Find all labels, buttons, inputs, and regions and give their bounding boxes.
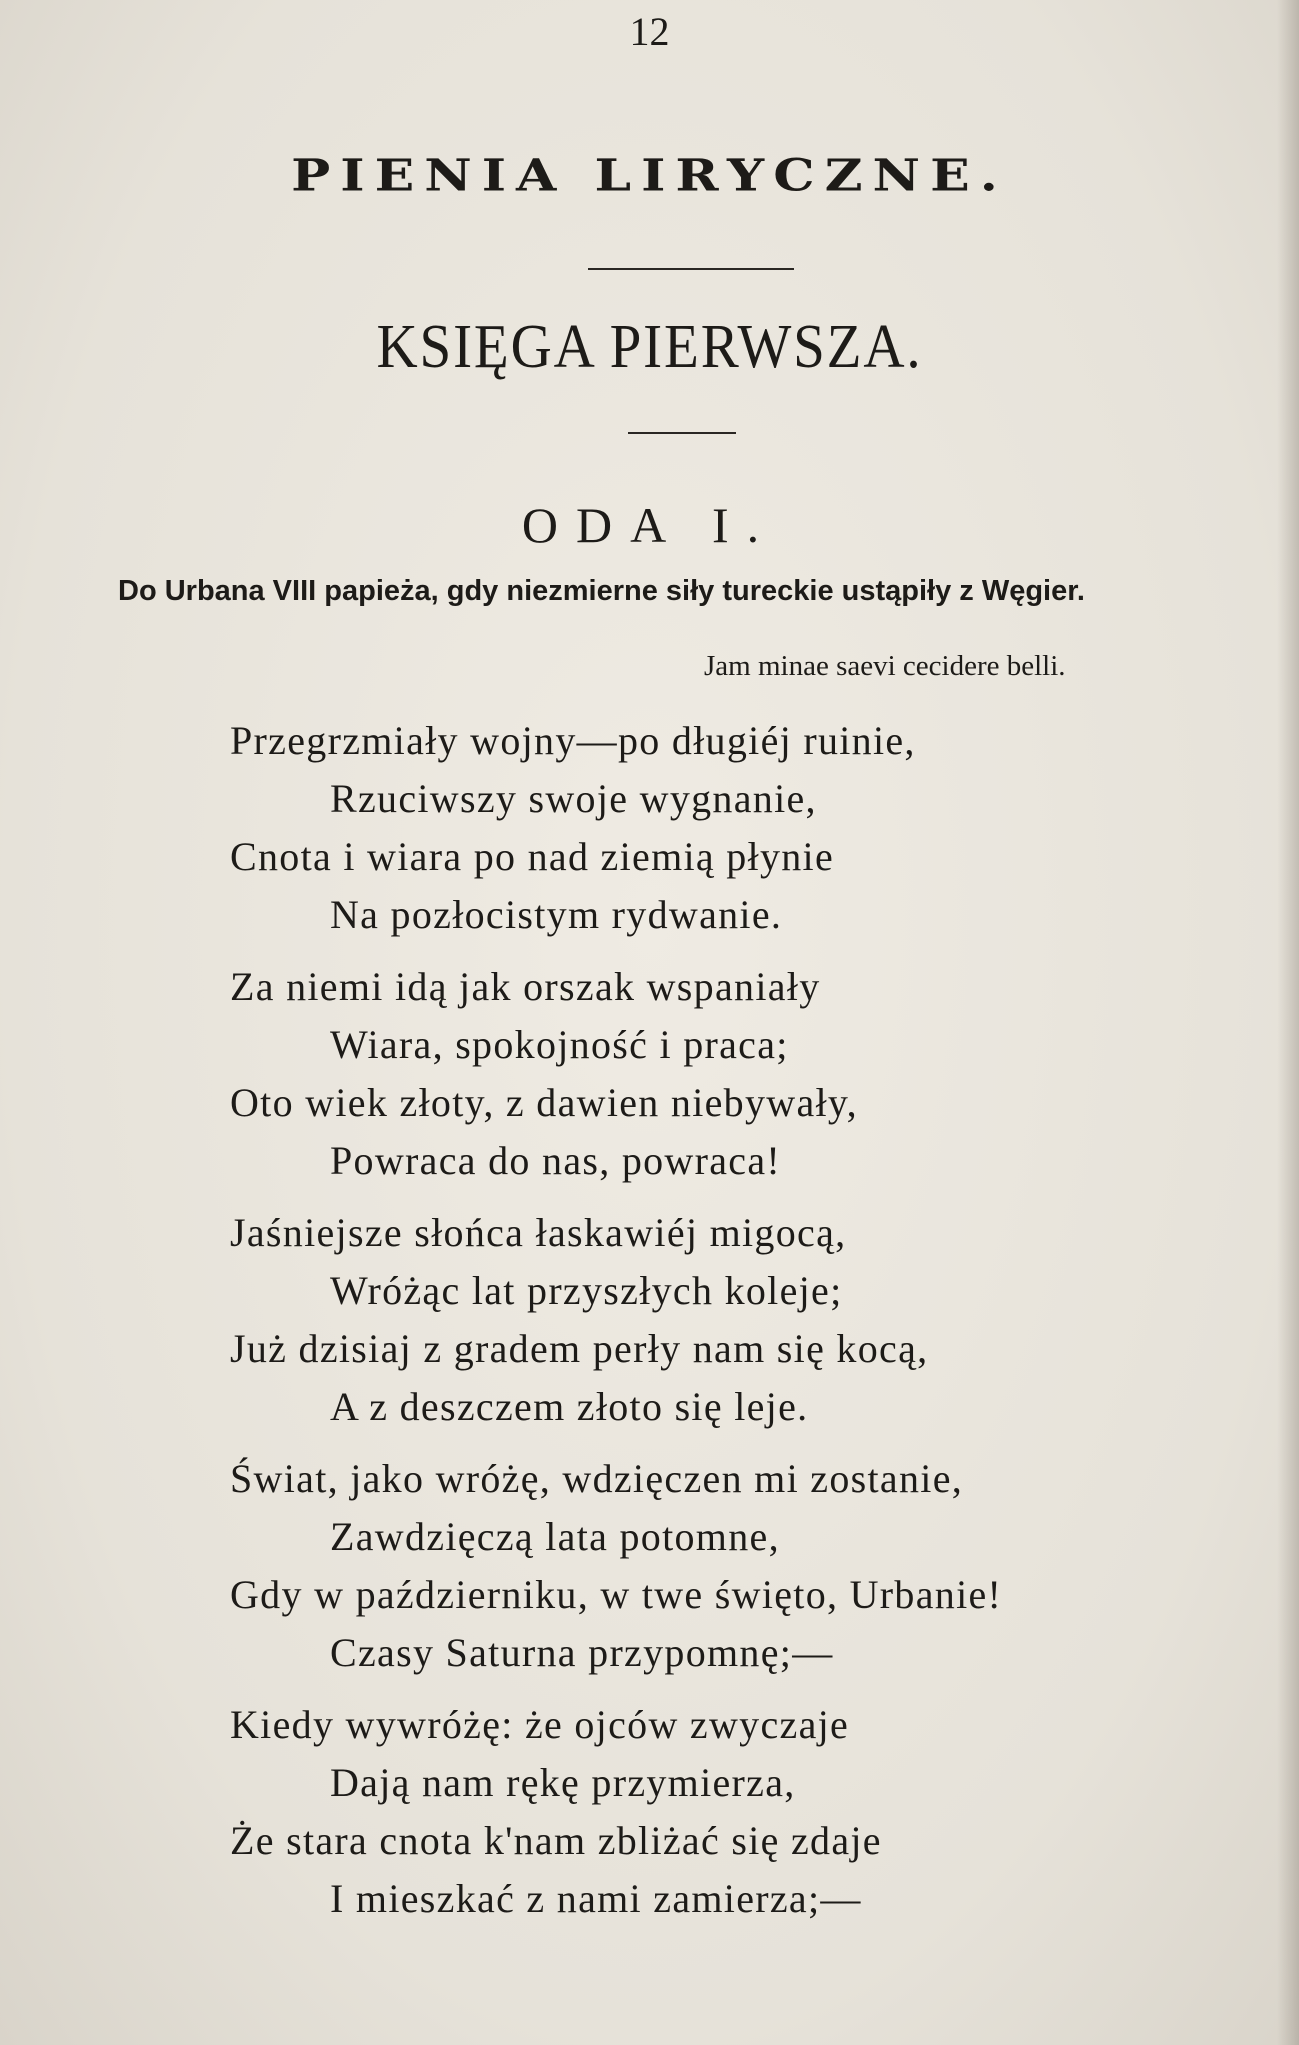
latin-epigraph: Jam minae saevi cecidere belli.	[704, 650, 1066, 682]
divider-rule	[588, 268, 794, 270]
poem-line: Jaśniejsze słońca łaskawiéj migocą,	[230, 1210, 847, 1255]
poem-line: Za niemi idą jak orszak wspaniały	[230, 964, 821, 1009]
divider-rule	[628, 432, 736, 434]
poem-line: Na pozłocistym rydwanie.	[330, 892, 783, 937]
poem-line: Gdy w październiku, w twe święto, Urbanie!	[230, 1572, 1003, 1617]
poem-line: Że stara cnota k'nam zbliżać się zdaje	[230, 1818, 882, 1863]
dedication-subtitle: Do Urbana VIII papieża, gdy niezmierne siły tureckie ustąpiły z Węgier.	[118, 575, 1085, 607]
poem-body	[0, 712, 1299, 1942]
poem-line: Dają nam rękę przymierza,	[330, 1760, 796, 1805]
poem-line: Powraca do nas, powraca!	[330, 1138, 782, 1183]
poem-line: Rzuciwszy swoje wygnanie,	[330, 776, 817, 821]
poem-line: Oto wiek złoty, z dawien niebywały,	[230, 1080, 858, 1125]
stanza	[0, 1696, 1299, 1928]
poem-line: Czasy Saturna przypomnę;—	[330, 1630, 834, 1675]
stanza	[0, 712, 1299, 944]
poem-line: I mieszkać z nami zamierza;—	[330, 1876, 862, 1921]
poem-line: Przegrzmiały wojny—po długiéj ruinie,	[230, 718, 916, 763]
poem-line: Wróżąc lat przyszłych koleje;	[330, 1268, 843, 1313]
poem-line: Cnota i wiara po nad ziemią płynie	[230, 834, 835, 879]
poem-line: Wiara, spokojność i praca;	[330, 1022, 789, 1067]
stanza	[0, 1450, 1299, 1682]
running-title: PIENIA LIRYCZNE.	[291, 149, 1008, 202]
poem-line: Już dzisiaj z gradem perły nam się kocą,	[230, 1326, 929, 1371]
poem-line: Świat, jako wróżę, wdzięczen mi zostanie,	[230, 1456, 964, 1501]
page-number: 12	[629, 9, 670, 54]
stanza	[0, 1204, 1299, 1436]
poem-line: A z deszczem złoto się leje.	[330, 1384, 809, 1429]
stanza	[0, 958, 1299, 1190]
book-title: KSIĘGA PIERWSZA.	[376, 313, 923, 381]
poem-line: Zawdzięczą lata potomne,	[330, 1514, 780, 1559]
ode-title: ODA I.	[521, 497, 778, 553]
poem-line: Kiedy wywróżę: że ojców zwyczaje	[230, 1702, 850, 1747]
